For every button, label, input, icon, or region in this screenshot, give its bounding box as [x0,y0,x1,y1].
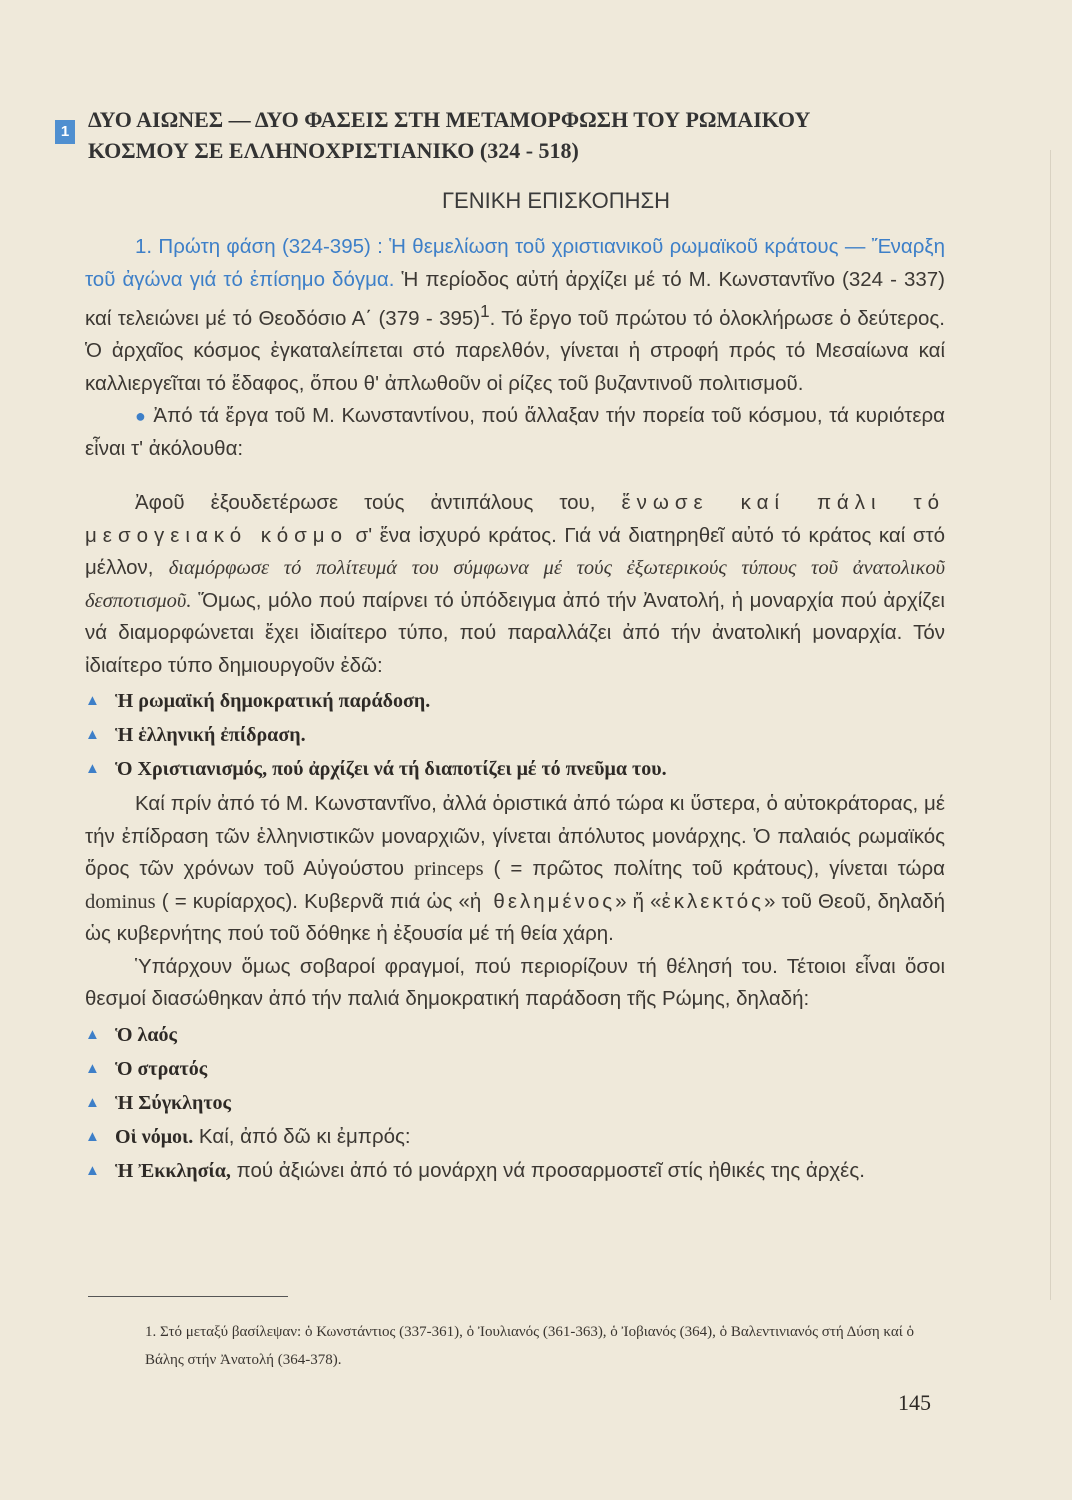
section-title: ΓΕΝΙΚΗ ΕΠΙΣΚΟΠΗΣΗ [441,188,671,213]
triangle-bullet-icon: ▲ [85,1093,100,1111]
page-edge-shadow [1050,150,1051,1300]
paragraph-unification: Ἀφοῦ ἐξουδετέρωσε τούς ἀντιπάλους του, ἕνωσε καί πάλι τό μεσογειακό κόσμο σ' ἕνα ἰσχυρό κράτος. Γιά νά διατηρηθεῖ αὐτό τό κράτος καί στό μέλλον, διαμόρφωσε τό πολίτευμά του σύμφωνα μέ τούς ἐξωτερικούς τύπους τοῦ ἀνατολικοῦ δεσποτισμοῦ. Ὅμως, μόλο πού παίρνει τό ὑπόδειγμα ἀπό τήν Ἀνατολή, ἡ μοναρχία πού ἀρχίζει νά διαμορφώνεται ἔχει ἰδιαίτερο τύπο, πού παραλλάζει ἀπό τήν ἀνατολική μοναρχία. Τόν ἰδιαίτερο τύπο δημιουργοῦν ἐδῶ: [85,491,945,677]
influences-list [85,684,945,786]
triangle-bullet-icon: ▲ [85,1161,100,1179]
triangle-bullet-icon: ▲ [85,1025,100,1043]
paragraph-limits: Ὑπάρχουν ὅμως σοβαροί φραγμοί, πού περιορίζουν τή θέλησή του. Τέτοιοι εἶναι ὅσοι θεσμοί διασώθηκαν ἀπό τήν παλιά δημοκρατική παράδοση τῆς Ρώμης, δηλαδή: [85,954,945,1011]
triangle-bullet-icon: ▲ [85,726,100,744]
phase-heading: 1. Πρώτη φάση (324-395) : Ἡ θεμελίωση τοῦ χριστιανικοῦ ρωμαϊκοῦ κράτους — Ἔναρξη τοῦ ἀγώνα γιά τό ἐπίσημο δόγμα. [85,235,945,291]
triangle-bullet-icon: ▲ [85,760,100,778]
list-item: ▲ Ἡ Ἐκκλησία, πού ἀξιώνει ἀπό τό μονάρχη νά προσαρμοστεῖ στίς ἠθικές της ἀρχές. [85,1154,945,1188]
institutions-list [85,1018,945,1188]
list-item: ▲ Ἡ ρωμαϊκή δημοκρατική παράδοση. [85,684,945,718]
paragraph-first-phase: 1. Πρώτη φάση (324-395) : Ἡ θεμελίωση τοῦ χριστιανικοῦ ρωμαϊκοῦ κράτους — Ἔναρξη τοῦ ἀγώνα γιά τό ἐπίσημο δόγμα. Ἡ περίοδος αὐτή ἀρχίζει μέ τό Μ. Κωνσταντῖνο (324 - 337) καί τελειώνει μέ τό Θεοδόσιο Α΄ (379 - 395)$^1$. Τό ἔργο τοῦ πρώτου τό ὁλοκλήρωσε ὁ δεύτερος. Ὁ ἀρχαῖος κόσμος ἐγκαταλείπεται στό παρελθόν, γίνεται ἡ στροφή πρός τό Μεσαίωνα καί καλλιεργεῖται τό ἔδαφος, ὅπου θ' ἀπλωθοῦν οἱ ρίζες τοῦ βυζαντινοῦ πολιτισμοῦ. [85,235,945,395]
bullet-dot-icon: ● [135,406,147,427]
list-item: ▲ Ἡ Σύγκλητος [85,1086,945,1120]
triangle-bullet-icon: ▲ [85,1127,100,1145]
list-item: ▲ Ἡ ἑλληνική ἐπίδραση. [85,718,945,752]
list-item: ▲ Ὁ στρατός [85,1052,945,1086]
paragraph-constantine-works: ● Ἀπό τά ἔργα τοῦ Μ. Κωνσταντίνου, πού ἄλλαξαν τήν πορεία τοῦ κόσμου, τά κυριότερα εἶναι τ' ἀκόλουθα: [85,404,945,460]
list-item: ▲ Οἱ νόμοι. Καί, ἀπό δῶ κι ἐμπρός: [85,1120,945,1154]
paragraph-absolute-monarch: Καί πρίν ἀπό τό Μ. Κωνσταντῖνο, ἀλλά ὁριστικά ἀπό τώρα κι ὕστερα, ὁ αὐτοκράτορας, μέ τήν ἐπίδραση τῶν ἑλληνιστικῶν μοναρχιῶν, γίνεται ἀπόλυτος μονάρχης. Ὁ παλαιός ρωμαϊκός ὅρος τῶν χρόνων τοῦ Αὐγούστου princeps ( = πρῶτος πολίτης τοῦ κράτους), γίνεται τώρα dominus ( = κυρίαρχος). Κυβερνᾶ πιά ὡς «ἡ θελημένος» ἤ «ἐκλεκτός» τοῦ Θεοῦ, δηλαδή ὡς κυβερνήτης πού τοῦ δόθηκε ἡ ἐξουσία μέ τή θεία χάρη. [85,792,945,946]
page-number: 145 [898,1390,931,1415]
spaced-emphasis: ἕνωσε καί πάλι τό μεσογειακό κόσμο [85,491,945,547]
footnote-divider [88,1296,288,1297]
chapter-title [88,104,988,166]
footnote-ref: 1 [480,302,490,321]
triangle-bullet-icon: ▲ [85,1059,100,1077]
list-item: ▲ Ὁ Χριστιανισμός, πού ἀρχίζει νά τή διαποτίζει μέ τό πνεῦμα του. [85,752,945,786]
main-text [85,231,945,1190]
triangle-bullet-icon: ▲ [85,692,100,710]
list-item: ▲ Ὁ λαός [85,1018,945,1052]
chapter-title-line-1: ΔΥΟ ΑΙΩΝΕΣ — ΔΥΟ ΦΑΣΕΙΣ ΣΤΗ ΜΕΤΑΜΟΡΦΩΣΗ ΤΟΥ ΡΩΜΑΙΚΟΥ [88,107,811,132]
chapter-title-line-2: ΚΟΣΜΟΥ ΣΕ ΕΛΛΗΝΟΧΡΙΣΤΙΑΝΙΚΟ (324 - 518) [88,138,579,163]
chapter-number-badge: 1 [55,120,75,144]
italic-emphasis: διαμόρφωσε τό πολίτευμά του σύμφωνα μέ τούς ἐξωτερικούς τύπους τοῦ ἀνατολικοῦ δεσποτισμοῦ. [85,557,945,612]
footnote: 1. Στό μεταξύ βασίλεψαν: ὁ Κωνστάντιος (337-361), ὁ Ἰουλιανός (361-363), ὁ Ἰοβιανός (364), ὁ Βαλεντινιανός στή Δύση καί ὁ Βάλης στήν Ἀνατολή (364-378). [145,1324,914,1368]
